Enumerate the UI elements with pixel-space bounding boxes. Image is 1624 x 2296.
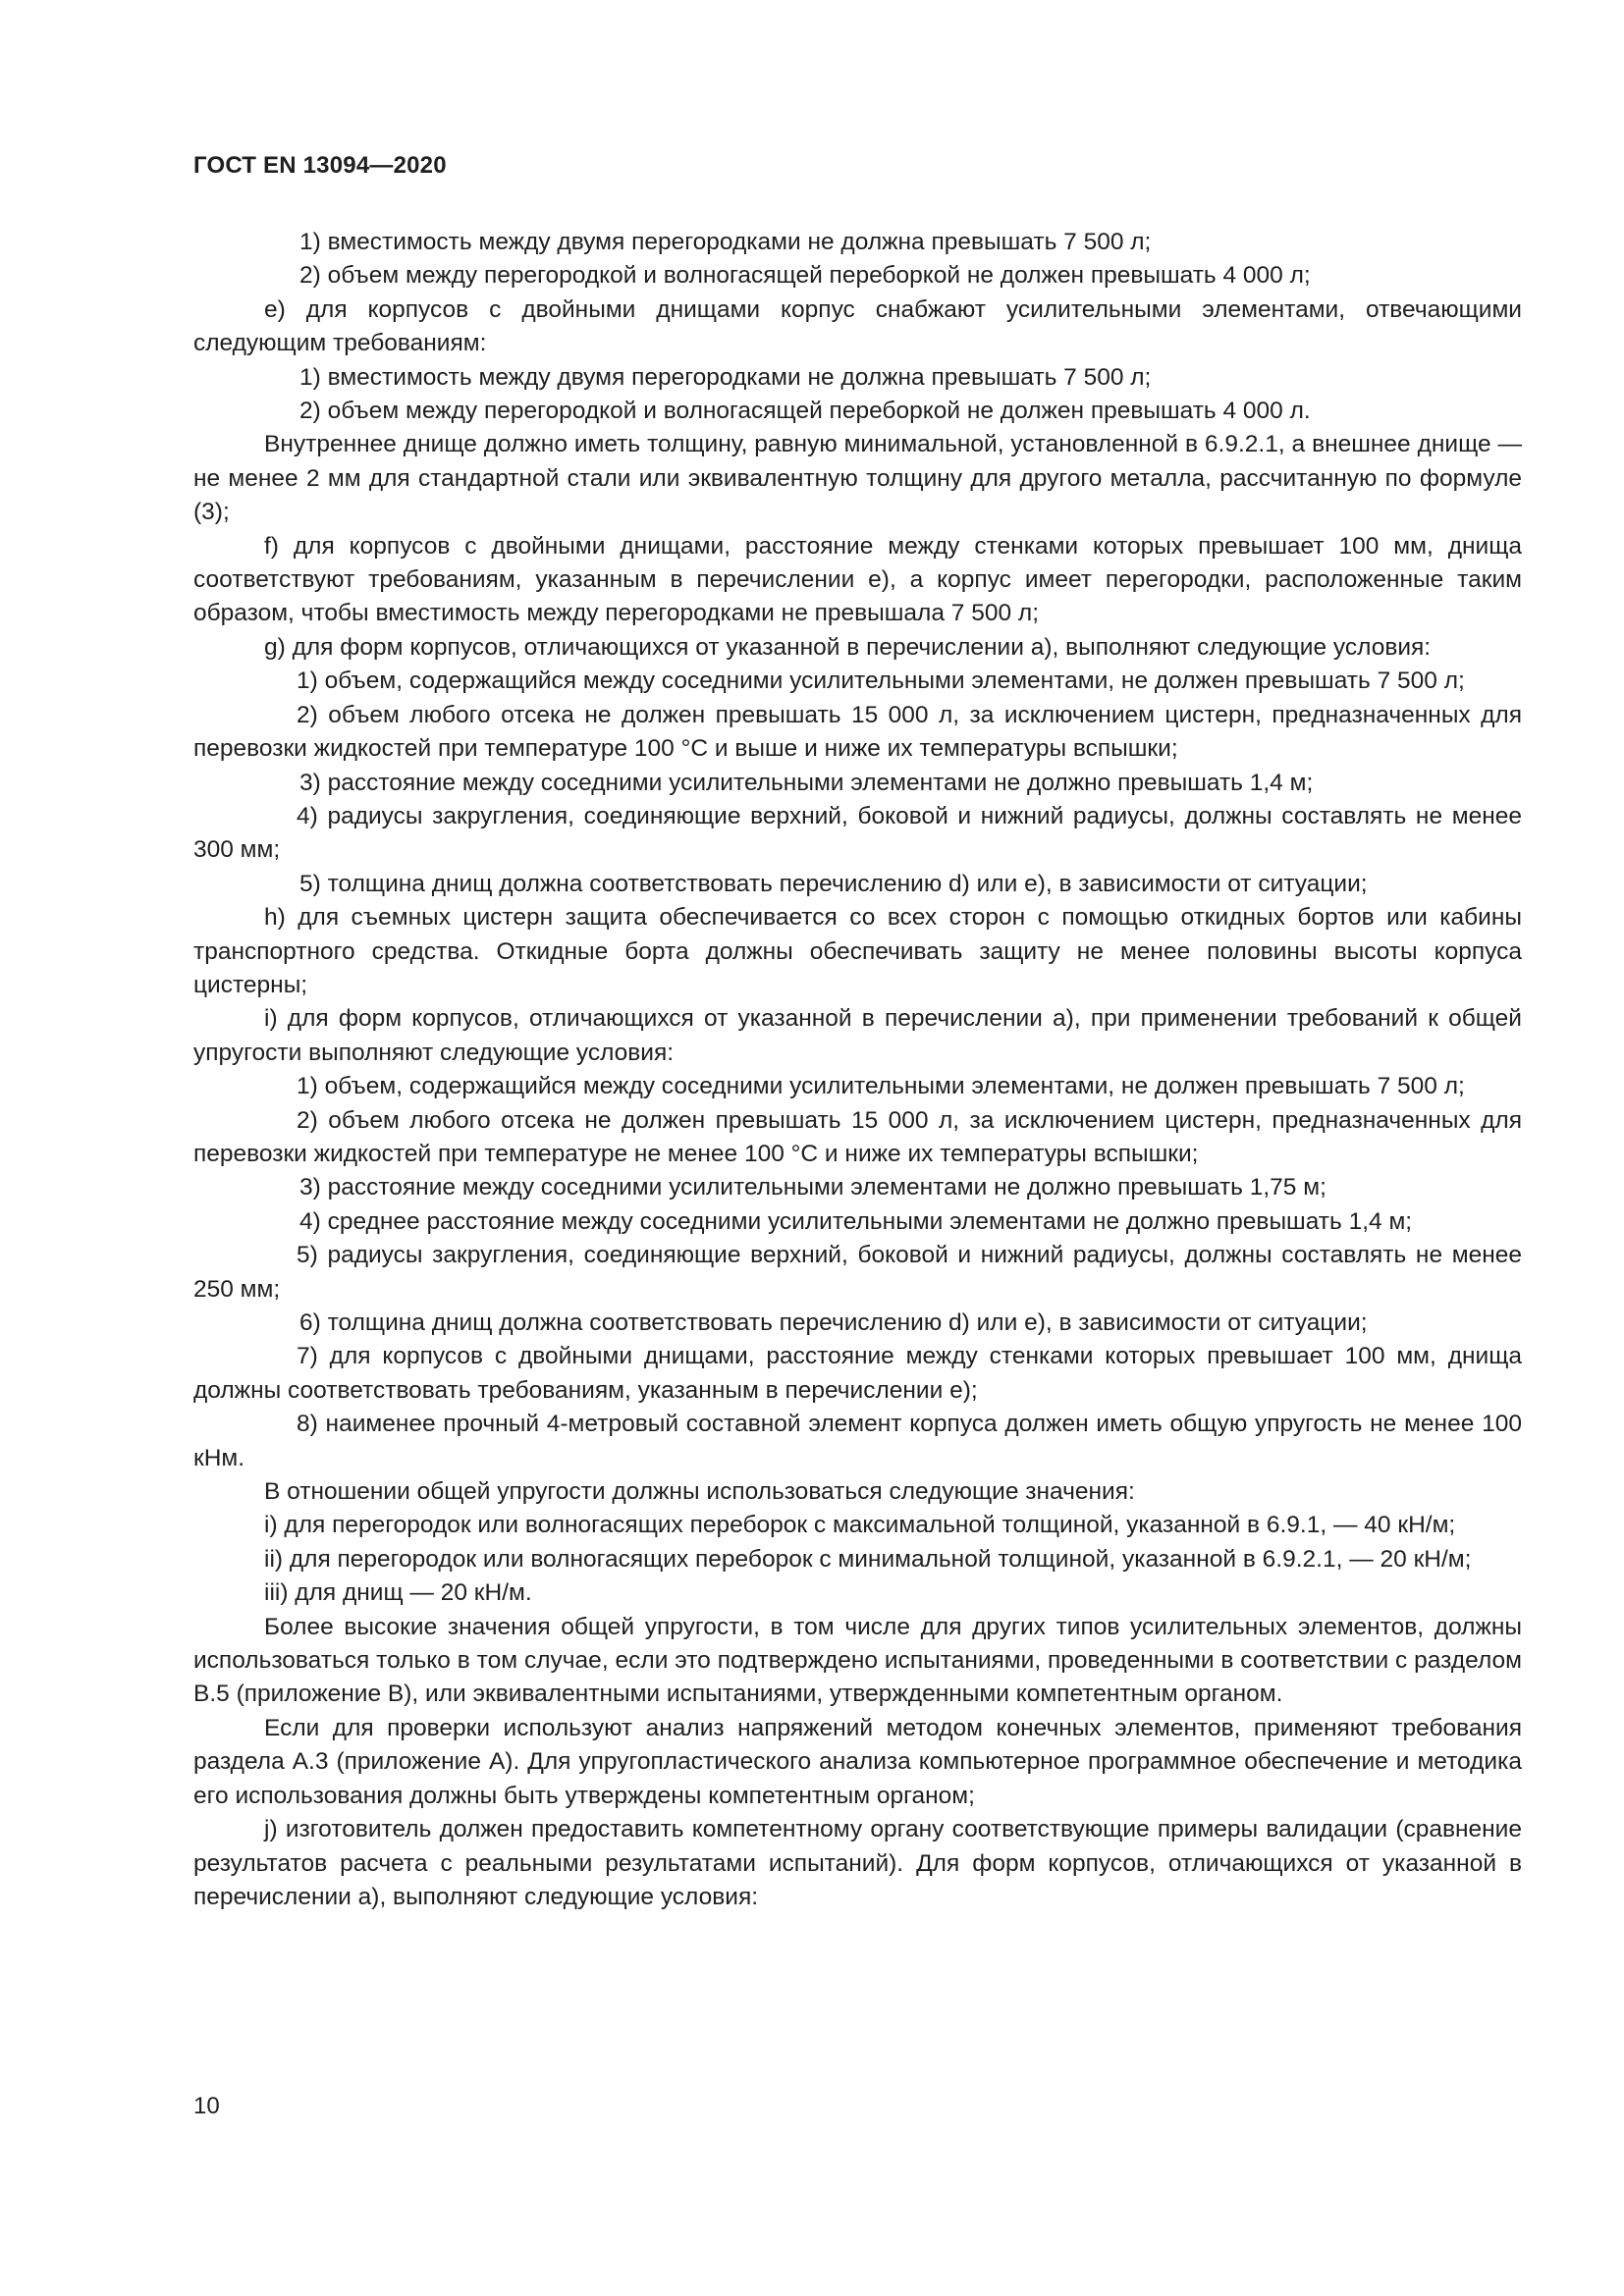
paragraph: 5) радиусы закругления, соединяющие верхний, боковой и нижний радиусы, должны составлять не менее 250 мм; <box>193 1242 1522 1303</box>
paragraph: 1) объем, содержащийся между соседними усилительными элементами, не должен превышать 7 500 л; <box>297 667 1465 695</box>
page-number: 10 <box>193 2093 220 2119</box>
paragraph: 2) объем любого отсека не должен превышать 15 000 л, за исключением цистерн, предназначенных для перевозки жидкостей при температуре 100 °С и выше и ниже их температуры вспышки; <box>193 701 1522 763</box>
paragraph: i) для перегородок или волногасящих переборок с максимальной толщиной, указанной в 6.9.1, — 40 кН/м; <box>264 1512 1456 1539</box>
paragraph: 3) расстояние между соседними усилительными элементами не должно превышать 1,75 м; <box>299 1174 1326 1201</box>
paragraph: g) для форм корпусов, отличающихся от указанной в перечислении а), выполняют следующие условия: <box>264 633 1432 661</box>
paragraph: 1) объем, содержащийся между соседними усилительными элементами, не должен превышать 7 500 л; <box>297 1073 1465 1100</box>
paragraph: Внутреннее днище должно иметь толщину, равную минимальной, установленной в 6.9.2.1, а внешнее днище — не менее 2 мм для стандартной стали или эквивалентную толщину для другого металла, рассчитанную по формуле (3); <box>193 431 1522 526</box>
document-header: ГОСТ EN 13094—2020 <box>193 152 447 179</box>
paragraph: 1) вместимость между двумя перегородками не должна превышать 7 500 л; <box>299 229 1152 255</box>
paragraph: 2) объем между перегородкой и волногасящей переборкой не должен превышать 4 000 л; <box>299 262 1311 290</box>
paragraph: i) для форм корпусов, отличающихся от указанной в перечислении а), при применении требований к общей упругости выполняют следующие условия: <box>193 1005 1522 1066</box>
paragraph: ii) для перегородок или волногасящих переборок с минимальной толщиной, указанной в 6.9.2.1, — 20 кН/м; <box>264 1545 1472 1573</box>
paragraph: 4) радиусы закругления, соединяющие верхний, боковой и нижний радиусы, должны составлять не менее 300 мм; <box>193 802 1522 864</box>
paragraph: 7) для корпусов с двойными днищами, расстояние между стенками которых превышает 100 мм, днища должны соответствовать требованиям, указанным в перечислении е); <box>193 1343 1522 1404</box>
paragraph: 4) среднее расстояние между соседними усилительными элементами не должно превышать 1,4 м; <box>299 1207 1413 1235</box>
paragraph: f) для корпусов с двойными днищами, расстояние между стенками которых превышает 100 мм, днища соответствуют требованиям, указанным в перечислении е), а корпус имеет перегородки, расположенные таким образом, чтобы вместимость между перегородками не превышала 7 500 л; <box>193 532 1522 627</box>
paragraph: Если для проверки используют анализ напряжений методом конечных элементов, применяют требования раздела А.3 (приложение А). Для упругопластического анализа компьютерное программное обеспечение и методика его использования должны быть утверждены компетентным органом; <box>193 1714 1522 1809</box>
paragraph: iii) для днищ — 20 кН/м. <box>264 1579 532 1607</box>
paragraph: h) для съемных цистерн защита обеспечивается со всех сторон с помощью откидных бортов или кабины транспортного средства. Откидные борта должны обеспечивать защиту не менее половины высоты корпуса цистерны; <box>193 904 1522 998</box>
paragraph: В отношении общей упругости должны использоваться следующие значения: <box>264 1478 1135 1506</box>
document-body <box>193 226 1522 1914</box>
paragraph: е) для корпусов с двойными днищами корпус снабжают усилительными элементами, отвечающими следующим требованиям: <box>193 295 1522 357</box>
paragraph: 5) толщина днищ должна соответствовать перечислению d) или е), в зависимости от ситуации; <box>299 870 1368 897</box>
paragraph: 6) толщина днищ должна соответствовать перечислению d) или е), в зависимости от ситуации; <box>299 1309 1368 1336</box>
paragraph: 2) объем между перегородкой и волногасящей переборкой не должен превышать 4 000 л. <box>299 398 1311 425</box>
paragraph: 3) расстояние между соседними усилительными элементами не должно превышать 1,4 м; <box>299 769 1314 796</box>
paragraph: j) изготовитель должен предоставить компетентному органу соответствующие примеры валидации (сравнение результатов расчета с реальными результатами испытаний). Для форм корпусов, отличающихся от указанной в перечислении а), выполняют следующие условия: <box>193 1816 1522 1910</box>
paragraph: 2) объем любого отсека не должен превышать 15 000 л, за исключением цистерн, предназначенных для перевозки жидкостей при температуре не менее 100 °С и ниже их температуры вспышки; <box>193 1106 1522 1167</box>
paragraph: 8) наименее прочный 4-метровый составной элемент корпуса должен иметь общую упругость не менее 100 кНм. <box>193 1411 1522 1471</box>
paragraph: Более высокие значения общей упругости, в том числе для других типов усилительных элементов, должны использоваться только в том случае, если это подтверждено испытаниями, проведенными в соответствии с разделом В.5 (приложение В), или эквивалентными испытаниями, утвержденными компетентным органом. <box>193 1613 1522 1708</box>
paragraph: 1) вместимость между двумя перегородками не должна превышать 7 500 л; <box>299 363 1152 391</box>
